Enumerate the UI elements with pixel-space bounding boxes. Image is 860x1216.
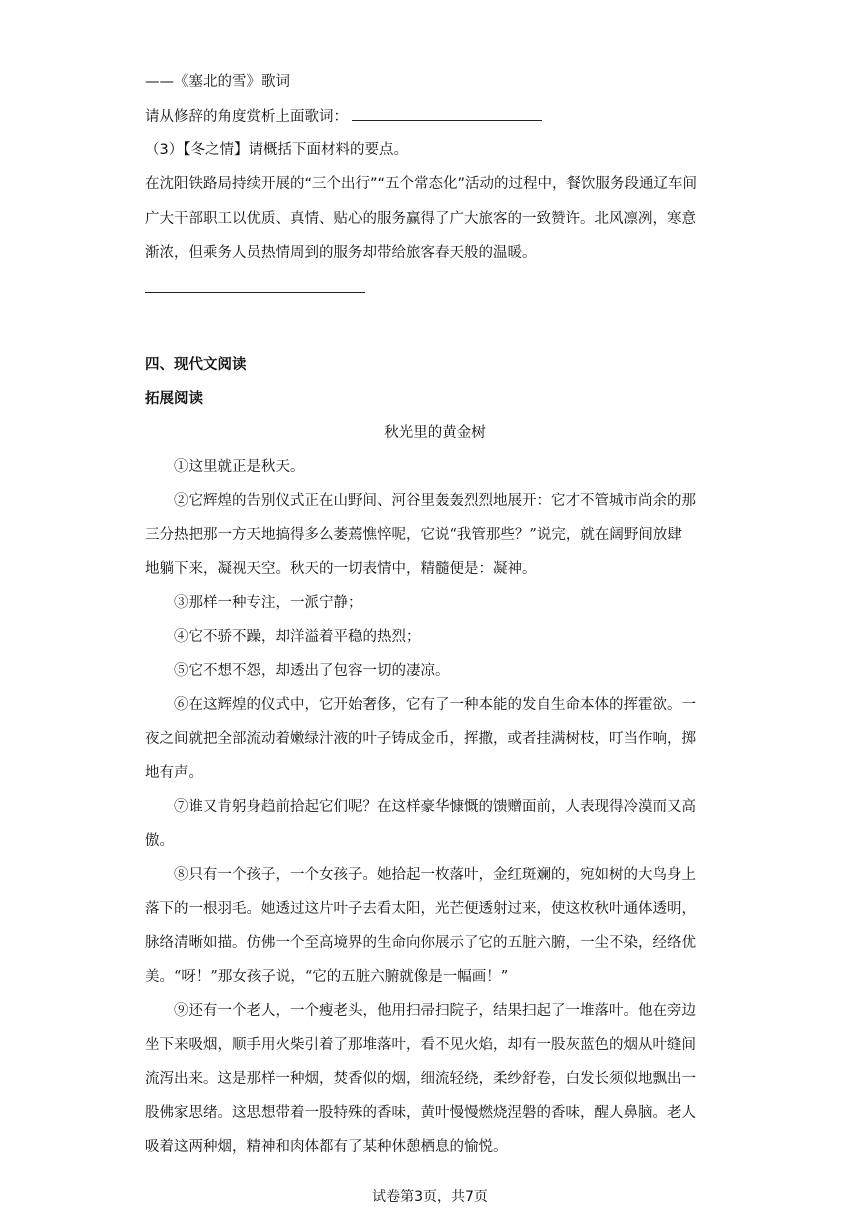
paragraph-1: ①这里就正是秋天。 bbox=[174, 459, 305, 475]
question-rhetoric-text: 请从修辞的角度赏析上面歌词： bbox=[145, 109, 348, 125]
paragraph-6-line-3: 地有声。 bbox=[145, 765, 203, 781]
paragraph-2-line-2: 三分热把那一方天地搞得多么萎蔫憔悴呢，它说“我管那些？”说完，就在阔野间放肆 bbox=[145, 527, 682, 543]
paragraph-8-line-1: ⑧只有一个孩子，一个女孩子。她拾起一枚落叶，金红斑斓的，宛如树的大鸟身上 bbox=[174, 867, 696, 883]
paragraph-9-line-5: 吸着这两种烟，精神和肉体都有了某种休憩栖息的愉悦。 bbox=[145, 1139, 508, 1155]
paragraph-6-line-2: 夜之间就把全部流动着嫩绿汁液的叶子铸成金币，挥撒，或者挂满树枝，叮当作响，掷 bbox=[145, 731, 696, 747]
material-line-3: 渐浓，但乘务人员热情周到的服务却带给旅客春天般的温暖。 bbox=[145, 245, 537, 261]
paragraph-9-line-3: 流泻出来。这是那样一种烟，焚香似的烟，细流轻绕，柔纱舒卷，白发长须似地飘出一 bbox=[145, 1071, 696, 1087]
paragraph-2-line-1: ②它辉煌的告别仪式正在山野间、河谷里轰轰烈烈地展开：它才不管城市尚余的那 bbox=[174, 493, 696, 509]
answer-blank[interactable] bbox=[352, 106, 542, 121]
paragraph-9-line-1: ⑨还有一个老人，一个瘦老头，他用扫帚扫院子，结果扫起了一堆落叶。他在旁边 bbox=[174, 1003, 696, 1019]
section-heading: 四、现代文阅读 bbox=[145, 357, 247, 373]
material-line-1: 在沈阳铁路局持续开展的“三个出行”“五个常态化”活动的过程中，餐饮服务段通辽车间 bbox=[145, 176, 698, 192]
paragraph-4: ④它不骄不躁，却洋溢着平稳的热烈； bbox=[174, 629, 421, 645]
paragraph-3: ③那样一种专注，一派宁静； bbox=[174, 595, 363, 611]
paragraph-8-line-2: 落下的一根羽毛。她透过这片叶子去看太阳，光芒便透射过来，使这枚秋叶通体透明， bbox=[145, 901, 696, 917]
paragraph-8-line-3: 脉络清晰如描。仿佛一个至高境界的生命向你展示了它的五脏六腑，一尘不染，经络优 bbox=[145, 935, 696, 951]
paragraph-7-line-2: 傲。 bbox=[145, 833, 174, 849]
paragraph-9-line-4: 股佛家思绪。这思想带着一股特殊的香味，黄叶慢慢燃烧涅磐的香味，醒人鼻脑。老人 bbox=[145, 1105, 696, 1121]
answer-line[interactable] bbox=[145, 292, 365, 293]
paragraph-6-line-1: ⑥在这辉煌的仪式中，它开始奢侈，它有了一种本能的发自生命本体的挥霍欲。一 bbox=[174, 697, 696, 713]
page-footer: 试卷第3页，共7页 bbox=[372, 1189, 488, 1205]
paragraph-8-line-4: 美。“呀！”那女孩子说，“它的五脏六腑就像是一幅画！” bbox=[145, 969, 509, 985]
paragraph-2-line-3: 地躺下来，凝视天空。秋天的一切表情中，精髓便是：凝神。 bbox=[145, 561, 537, 577]
paragraph-5: ⑤它不想不怨，却透出了包容一切的凄凉。 bbox=[174, 663, 450, 679]
material-line-2: 广大干部职工以优质、真情、贴心的服务赢得了广大旅客的一致赞许。北风凛冽，寒意 bbox=[145, 211, 696, 227]
paragraph-7-line-1: ⑦谁又肯躬身趋前拾起它们呢？在这样豪华慷慨的馈赠面前，人表现得冷漠而又高 bbox=[174, 799, 696, 815]
lyric-source: ——《塞北的雪》歌词 bbox=[145, 74, 290, 90]
question-3: （3）【冬之情】请概括下面材料的要点。 bbox=[145, 142, 408, 158]
paragraph-9-line-2: 坐下来吸烟，顺手用火柴引着了那堆落叶，看不见火焰，却有一股灰蓝色的烟从叶缝间 bbox=[145, 1037, 696, 1053]
article-title: 秋光里的黄金树 bbox=[384, 425, 486, 441]
question-rhetoric bbox=[145, 106, 725, 127]
subsection-heading: 拓展阅读 bbox=[145, 391, 203, 407]
